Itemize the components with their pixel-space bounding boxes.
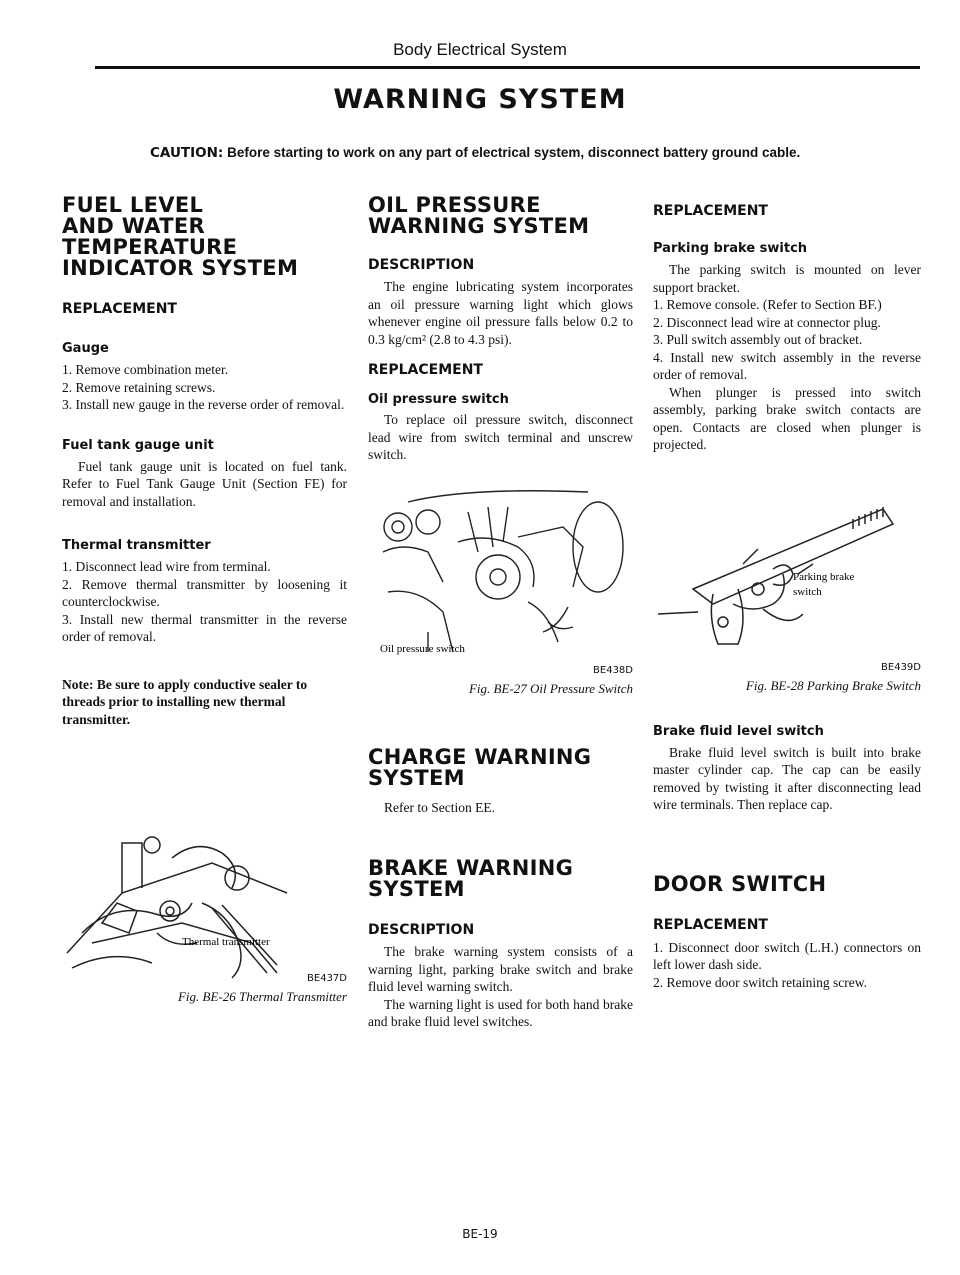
list-item: 3. Install new gauge in the reverse order of removal. [62, 397, 345, 412]
figure-caption: Fig. BE-27 Oil Pressure Switch [468, 680, 633, 696]
title-line: CHARGE WARNING [368, 744, 592, 769]
subheading-description: DESCRIPTION [368, 922, 475, 938]
figure-thermal-transmitter [62, 833, 347, 1003]
oil-switch-text: To replace oil pressure switch, disconnect lead wire from switch terminal and unscrew switch. [368, 412, 633, 462]
section-title-charge-warning [368, 744, 633, 790]
list-item: 1. Remove combination meter. [62, 362, 229, 377]
section-title-oil-pressure [368, 195, 633, 237]
title-line: INDICATOR SYSTEM [62, 256, 299, 280]
header-rule [95, 66, 920, 69]
caution-notice [150, 145, 800, 161]
column-oil-charge-brake [368, 195, 633, 1031]
brake-description-2: The warning light is used for both hand brake and brake fluid level switches. [368, 996, 633, 1029]
list-item: 1. Disconnect door switch (L.H.) connectors on left lower dash side. [653, 939, 921, 972]
list-item: 2. Remove retaining screws. [62, 379, 216, 395]
parking-note: When plunger is pressed into switch assembly, parking brake switch contacts are open. Contacts are closed when plunger is projected. [653, 384, 921, 452]
list-item: 2. Disconnect lead wire at connector plug. [653, 314, 881, 330]
subheading-replacement: REPLACEMENT [62, 301, 177, 317]
title-line: OIL PRESSURE [368, 193, 541, 217]
subheading-replacement: REPLACEMENT [368, 362, 483, 378]
list-item: 3. Install new thermal transmitter in the reverse order of removal. [62, 611, 347, 644]
subheading-gauge: Gauge [62, 341, 109, 356]
caution-text: Before starting to work on any part of electrical system, disconnect battery ground cable. [227, 145, 801, 160]
list-item: 1. Disconnect lead wire from terminal. [62, 559, 271, 574]
figure-label-oil-pressure-switch: Oil pressure switch [380, 642, 465, 655]
figure-label-switch: switch [793, 585, 822, 598]
subheading-oil-pressure-switch: Oil pressure switch [368, 392, 509, 407]
oil-pressure-switch-illustration [368, 482, 628, 657]
list-item: 2. Remove thermal transmitter by loosening it counterclockwise. [62, 576, 347, 609]
subheading-brake-fluid-level-switch: Brake fluid level switch [653, 723, 824, 739]
figure-code: BE438D [593, 664, 633, 676]
thermal-transmitter-illustration [62, 833, 292, 983]
title-line: BRAKE WARNING [368, 856, 574, 880]
brake-description-1: The brake warning system consists of a warning light, parking brake switch and brake fluid level warning switch. [368, 944, 633, 994]
title-line: WARNING SYSTEM [368, 214, 590, 238]
title-line: FUEL LEVEL [62, 193, 204, 217]
subheading-parking-brake-switch: Parking brake switch [653, 241, 808, 256]
parking-brake-switch-illustration [653, 494, 918, 654]
figure-caption: Fig. BE-26 Thermal Transmitter [177, 989, 347, 1004]
subheading-description: DESCRIPTION [368, 257, 475, 273]
subheading-thermal-transmitter: Thermal transmitter [62, 538, 211, 553]
section-title-brake-warning [368, 858, 633, 900]
figure-code: BE439D [881, 661, 921, 673]
fluid-text: Brake fluid level switch is built into brake master cylinder cap. The cap can be easily removed by twisting it after disconnecting lead wire terminals. Then replace cap. [653, 744, 921, 812]
subheading-replacement: REPLACEMENT [653, 203, 768, 219]
section-title-fuel-temp [62, 195, 347, 279]
column-replacement-door [653, 195, 921, 991]
figure-caption: Fig. BE-28 Parking Brake Switch [745, 677, 921, 693]
charge-text: Refer to Section EE. [384, 799, 495, 815]
note-conductive-sealer: Note: Be sure to apply conductive sealer to threads prior to installing new thermal transmitter. [62, 676, 308, 727]
list-item: 4. Install new switch assembly in the reverse order of removal. [653, 349, 921, 382]
caution-label: CAUTION: [150, 145, 224, 161]
fuel-tank-text: Fuel tank gauge unit is located on fuel tank. Refer to Fuel Tank Gauge Unit (Section FE) for removal and installation. [62, 458, 347, 509]
subheading-fuel-tank-gauge-unit: Fuel tank gauge unit [62, 437, 214, 453]
page-title: WARNING SYSTEM [333, 84, 627, 115]
title-line: TEMPERATURE [62, 235, 238, 259]
title-line: SYSTEM [368, 877, 465, 901]
page-number: BE-19 [462, 1227, 498, 1241]
subheading-replacement: REPLACEMENT [653, 916, 768, 933]
figure-label-parking-brake: Parking brake [793, 570, 855, 583]
figure-parking-brake-switch [653, 494, 921, 694]
figure-code: BE437D [307, 973, 347, 984]
list-item: 3. Pull switch assembly out of bracket. [653, 332, 863, 347]
figure-oil-pressure-switch [368, 482, 633, 697]
list-item: 1. Remove console. (Refer to Section BF.) [653, 297, 882, 312]
section-title-door-switch: DOOR SWITCH [653, 871, 827, 896]
running-header: Body Electrical System [393, 40, 567, 59]
column-fuel-temperature [62, 195, 347, 1003]
title-line: AND WATER [62, 214, 205, 238]
parking-intro: The parking switch is mounted on lever support bracket. [653, 262, 921, 295]
figure-label-thermal-transmitter: Thermal transmitter [182, 936, 270, 948]
title-line: SYSTEM [368, 765, 465, 790]
oil-description: The engine lubricating system incorporates an oil pressure warning light which glows whenever engine oil pressure falls below 0.2 to 0.3 kg/cm² (2.8 to 4.3 psi). [368, 279, 633, 347]
list-item: 2. Remove door switch retaining screw. [653, 974, 867, 990]
